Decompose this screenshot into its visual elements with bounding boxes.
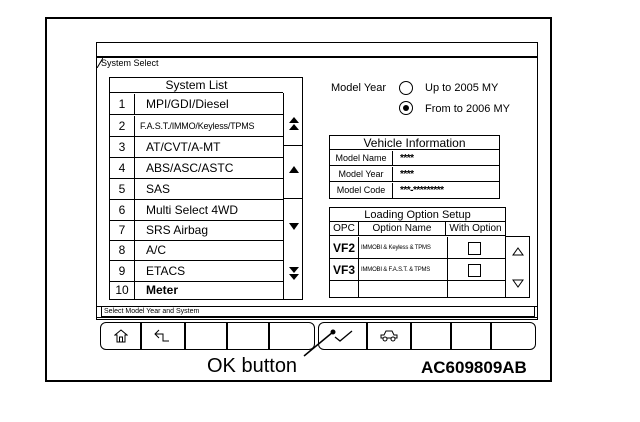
item-number: 3 [110,137,135,157]
option-name: IMMOBI & Keyless & TPMS [359,237,448,258]
vehicle-info-row-model-name [330,151,499,166]
car-icon [379,330,399,342]
radio-up-to-2005-label: Up to 2005 MY [425,82,499,94]
option-name: IMMOBI & F.A.S.T. & TPMS [359,259,448,280]
loading-option-row-vf2 [330,237,505,259]
radio-from-2006[interactable] [399,101,413,115]
loading-option-header [330,222,505,236]
system-list-item-1[interactable] [110,94,283,115]
row-key: Model Name [330,151,393,165]
back-button[interactable] [140,322,186,350]
item-number: 6 [110,200,135,220]
vehicle-information-title: Vehicle Information [330,136,499,150]
down-icon[interactable] [512,279,524,288]
option-checkbox-vf3[interactable] [468,264,481,277]
row-value: ***-********* [400,185,444,196]
home-icon [114,329,128,343]
row-value: **** [400,169,414,180]
home-button[interactable] [100,322,142,350]
system-list-item-9[interactable] [110,261,283,282]
loading-option-title: Loading Option Setup [330,208,505,222]
blank-button-10[interactable] [490,322,536,350]
up-icon[interactable] [512,247,524,256]
opc-code [330,281,359,298]
radio-up-to-2005[interactable] [399,81,413,95]
row-key: Model Year [330,167,393,181]
with-option-cell [446,281,505,298]
up-icon[interactable] [288,166,300,174]
opc-code: VF3 [330,259,359,280]
vehicle-info-row-model-year [330,167,499,182]
system-list-item-4[interactable] [110,158,283,179]
col-with-option: With Option [449,223,502,234]
vehicle-info-row-model-code [330,183,499,198]
item-number: 5 [110,179,135,199]
back-icon [154,329,170,343]
row-value: **** [400,153,414,164]
callout-leader-line [300,328,340,358]
page-title: System Select [101,58,159,68]
item-number: 2 [110,116,135,136]
ok-button-callout: OK button [207,355,298,377]
item-number: 7 [110,220,135,240]
option-checkbox-vf2[interactable] [468,242,481,255]
blank-button-9[interactable] [450,322,492,350]
item-label: ETACS [146,264,186,278]
system-list-item-8[interactable] [110,240,283,261]
status-message: Select Model Year and System [101,306,535,317]
item-number: 1 [110,94,135,114]
with-option-cell [446,259,505,280]
item-label: A/C [146,243,167,257]
model-year-label: Model Year [331,82,387,94]
system-list-scrollbar [283,93,303,300]
system-list-item-6[interactable] [110,200,283,221]
title-bar [96,56,538,58]
loading-option-row-vf3 [330,259,505,281]
down-icon[interactable] [288,223,300,231]
opc-code: VF2 [330,237,359,258]
system-list-item-2[interactable] [110,116,283,137]
item-number: 8 [110,240,135,260]
vehicle-button[interactable] [366,322,412,350]
item-label: Multi Select 4WD [146,203,239,217]
col-opc: OPC [330,222,359,235]
item-number: 4 [110,158,135,178]
option-name [359,281,448,298]
blank-button-3[interactable] [184,322,228,350]
system-list-item-5[interactable] [110,179,283,200]
blank-button-4[interactable] [226,322,270,350]
loading-option-scrollbar [505,236,530,298]
radio-from-2006-label: From to 2006 MY [425,103,510,115]
item-label: AT/CVT/A-MT [146,140,221,154]
page-up-icon[interactable] [288,117,300,131]
item-label: Meter [146,283,179,297]
item-label: MPI/GDI/Diesel [146,97,229,111]
col-option-name: Option Name [359,222,446,235]
item-label: F.A.S.T./IMMO/Keyless/TPMS [140,121,255,131]
item-label: SAS [146,182,171,196]
scrollbar-divider [283,145,303,146]
item-number: 9 [110,261,135,281]
item-label: SRS Airbag [146,223,209,237]
system-list-item-3[interactable] [110,137,283,158]
page-down-icon[interactable] [288,267,300,281]
system-list-title: System List [110,78,283,93]
loading-option-row-empty [330,281,505,298]
item-number: 10 [110,281,135,300]
row-key: Model Code [330,183,393,198]
scrollbar-divider [283,198,303,199]
system-list-item-7[interactable] [110,220,283,241]
item-label: ABS/ASC/ASTC [146,161,234,175]
blank-button-8[interactable] [410,322,452,350]
system-list-item-10[interactable] [110,281,283,300]
with-option-cell [446,237,505,258]
figure-code: AC609809AB [421,358,527,377]
